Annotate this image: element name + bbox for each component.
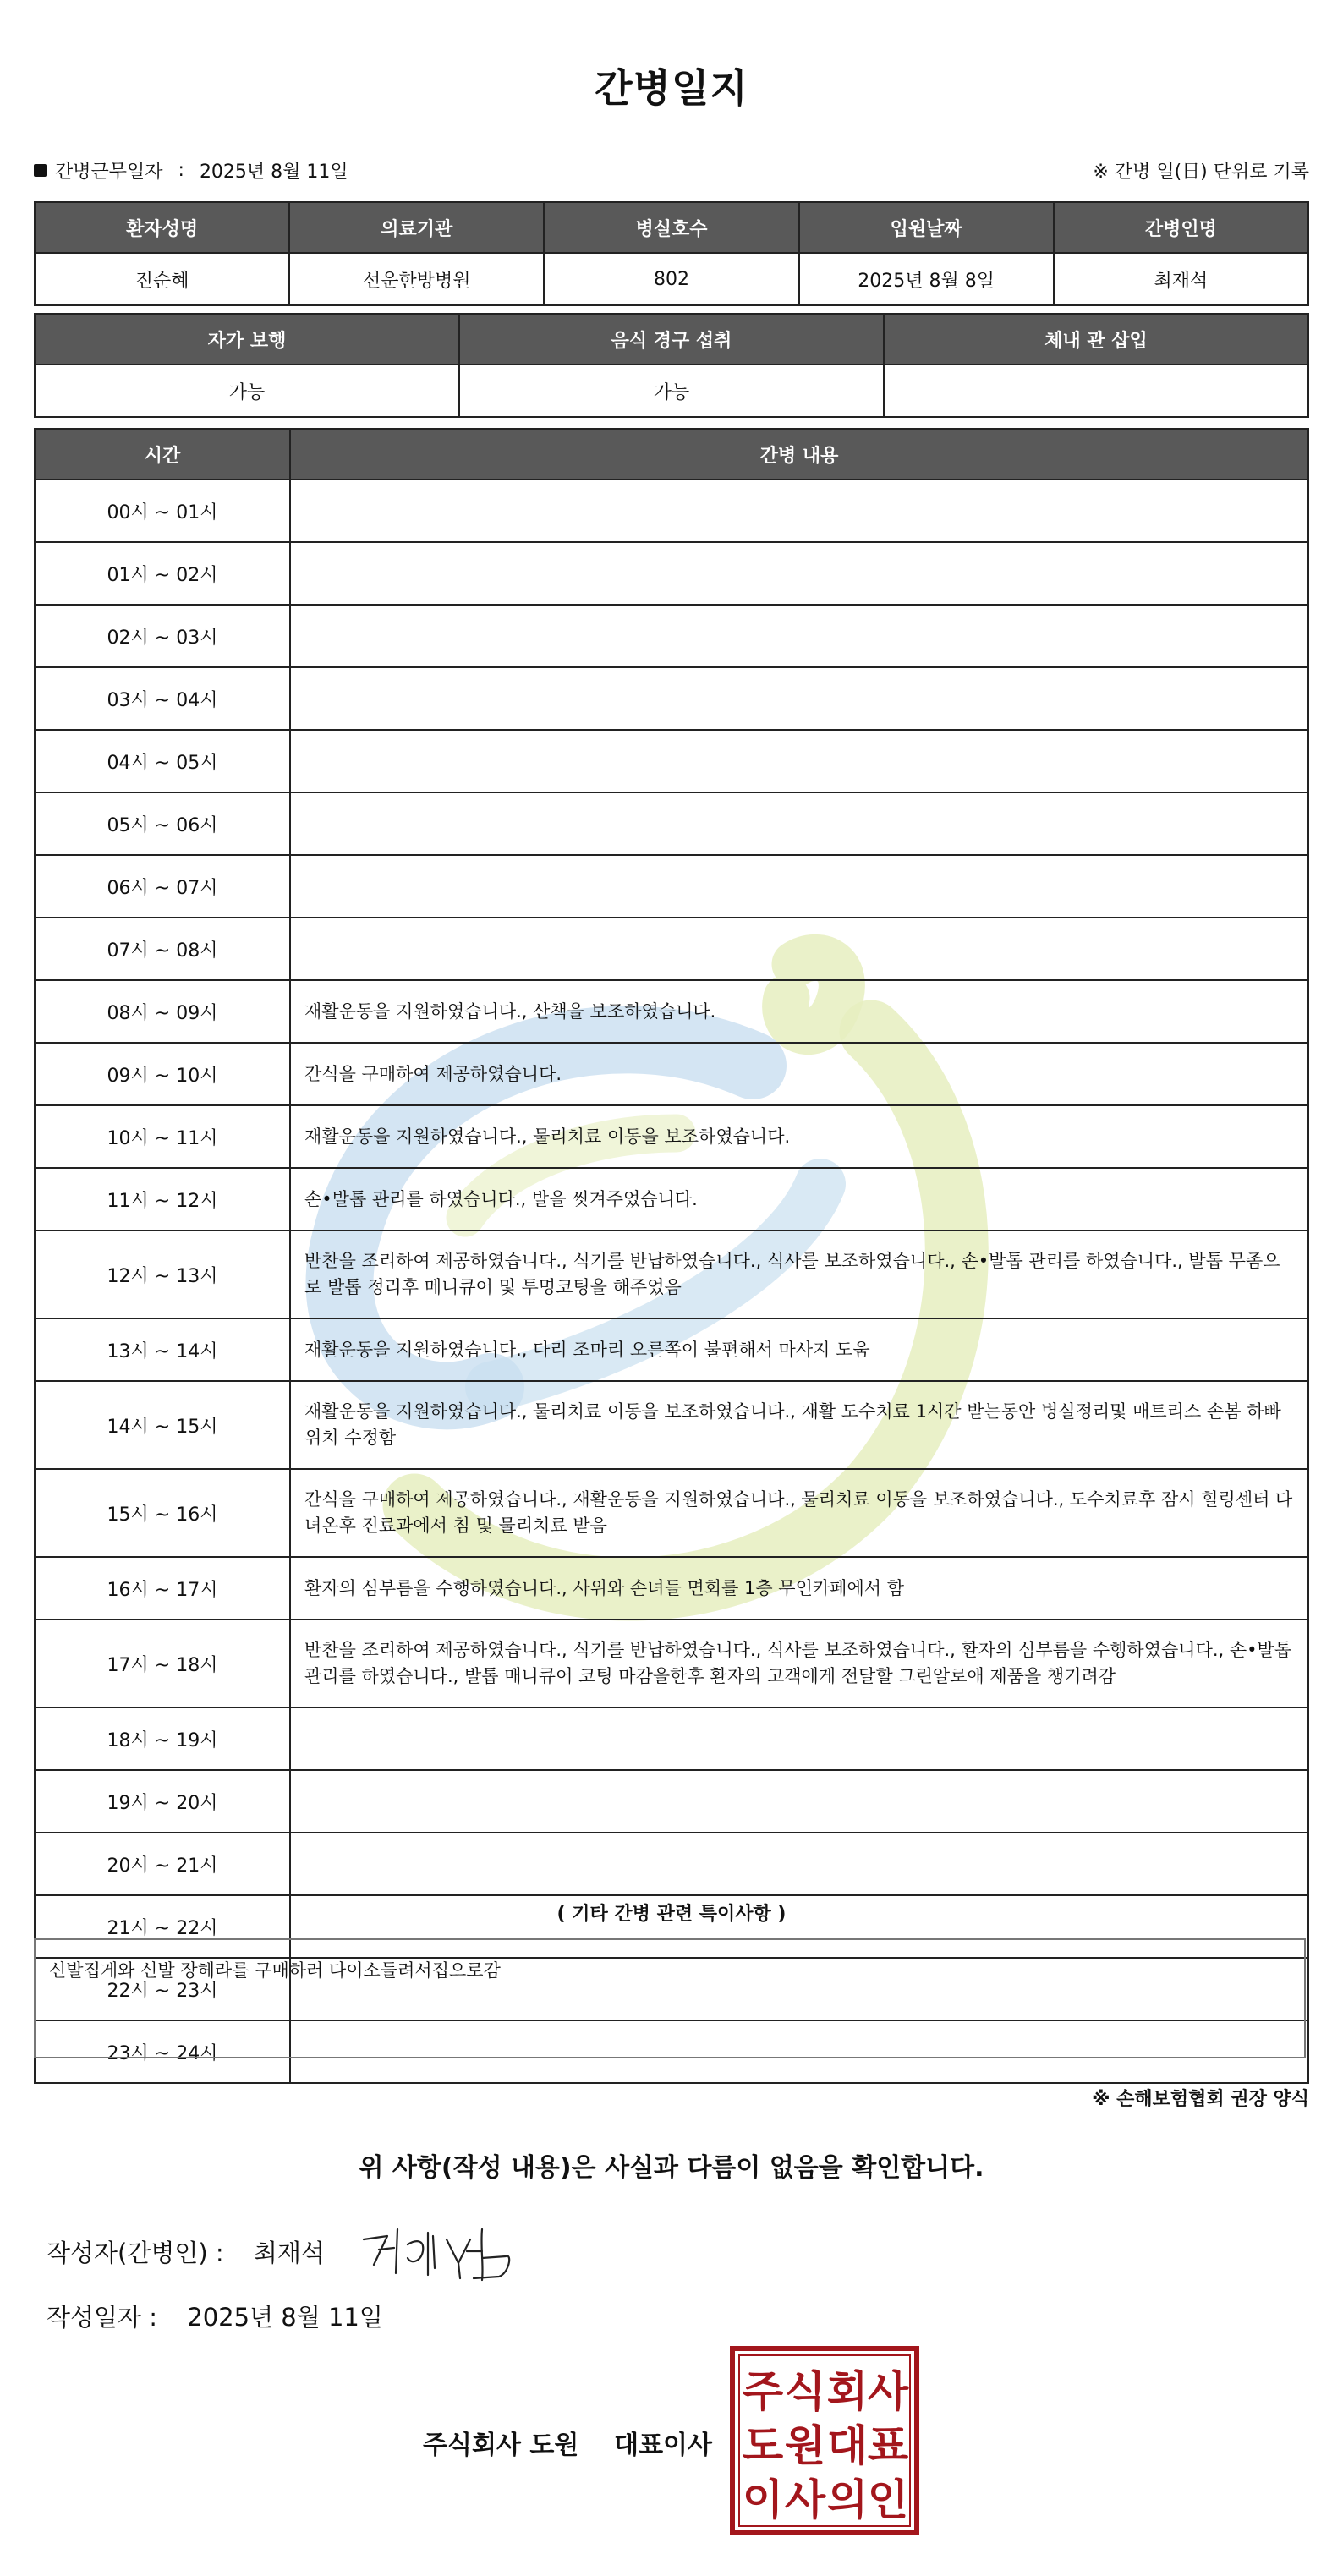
company-name: 주식회사 도원 대표이사 <box>423 2431 713 2460</box>
time-cell: 20시 ~ 21시 <box>35 1833 290 1895</box>
header-time: 시간 <box>35 429 290 480</box>
table-row <box>35 667 1308 730</box>
time-cell: 14시 ~ 15시 <box>35 1381 290 1469</box>
recommend-note: ※ 손해보험협회 권장 양식 <box>1092 2089 1309 2110</box>
time-cell: 18시 ~ 19시 <box>35 1707 290 1770</box>
svg-text:원: 원 <box>784 2421 826 2470</box>
confirm-statement: 위 사항(작성 내용)은 사실과 다름이 없음을 확인합니다. <box>359 2153 984 2183</box>
table-row <box>35 1043 1308 1105</box>
svg-text:주: 주 <box>742 2367 784 2416</box>
table-row <box>35 1620 1308 1707</box>
patient-table <box>34 201 1309 306</box>
time-cell: 08시 ~ 09시 <box>35 980 290 1043</box>
svg-text:대: 대 <box>826 2421 869 2470</box>
time-cell: 21시 ~ 22시 <box>35 1895 290 1958</box>
table-row <box>35 855 1308 918</box>
writer-name: 최재석 <box>253 2239 325 2267</box>
table-row <box>35 1833 1308 1895</box>
time-cell: 11시 ~ 12시 <box>35 1168 290 1230</box>
content-cell <box>290 730 1308 792</box>
table-row <box>35 1557 1308 1620</box>
work-date-line <box>34 157 348 184</box>
table-row <box>35 980 1308 1043</box>
content-cell <box>290 605 1308 667</box>
svg-text:인: 인 <box>867 2475 909 2524</box>
time-cell: 07시 ~ 08시 <box>35 918 290 980</box>
table-row <box>35 1469 1308 1557</box>
svg-text:사: 사 <box>784 2475 826 2524</box>
table-row <box>35 1168 1308 1230</box>
table-row <box>35 1318 1308 1381</box>
header-hospital: 의료기관 <box>289 202 544 253</box>
company-seal-icon <box>729 2345 920 2536</box>
time-cell: 09시 ~ 10시 <box>35 1043 290 1105</box>
time-cell: 17시 ~ 18시 <box>35 1620 290 1707</box>
content-cell: 재활운동을 지원하였습니다., 물리치료 이동을 보조하였습니다. <box>290 1105 1308 1168</box>
date-value: 2025년 8월 11일 <box>187 2303 383 2332</box>
content-cell <box>290 1833 1308 1895</box>
time-cell: 19시 ~ 20시 <box>35 1770 290 1833</box>
svg-text:의: 의 <box>826 2475 869 2524</box>
writer-line <box>47 2234 325 2269</box>
content-cell: 반찬을 조리하여 제공하였습니다., 식기를 반납하였습니다., 식사를 보조하였습니다., 환자의 심부름을 수행하였습니다., 손•발톱 관리를 하였습니다., 발톱 매니큐어 코팅 마감을한후 환자의 고객에게 전달할 그린알로애 제품을 챙기려감 <box>290 1620 1308 1707</box>
notes-text: 신발집게와 신발 장헤라를 구매하러 다이소들려서집으로감 <box>49 1960 501 1981</box>
table-row <box>35 605 1308 667</box>
content-cell <box>290 480 1308 542</box>
time-cell: 22시 ~ 23시 <box>35 1958 290 2020</box>
status-table <box>34 313 1309 418</box>
table-row <box>35 1381 1308 1469</box>
time-cell: 13시 ~ 14시 <box>35 1318 290 1381</box>
time-cell: 15시 ~ 16시 <box>35 1469 290 1557</box>
time-cell: 02시 ~ 03시 <box>35 605 290 667</box>
content-cell: 환자의 심부름을 수행하였습니다., 사위와 손녀들 면회를 1층 무인카페에서 함 <box>290 1557 1308 1620</box>
tube-status <box>884 364 1308 417</box>
content-cell <box>290 667 1308 730</box>
content-cell: 재활운동을 지원하였습니다., 물리치료 이동을 보조하였습니다., 재활 도수치료 1시간 받는동안 병실정리및 매트리스 손봄 하빠 위치 수정함 <box>290 1381 1308 1469</box>
table-row <box>35 730 1308 792</box>
notes-title: ( 기타 간병 관련 특이사항 ) <box>556 1904 787 1925</box>
svg-text:이: 이 <box>742 2475 784 2524</box>
time-cell: 16시 ~ 17시 <box>35 1557 290 1620</box>
content-cell <box>290 792 1308 855</box>
table-row <box>35 1770 1308 1833</box>
date-label: 작성일자 : <box>47 2303 158 2332</box>
table-row <box>35 918 1308 980</box>
table-row <box>35 1105 1308 1168</box>
content-cell <box>290 542 1308 605</box>
table-row <box>35 792 1308 855</box>
content-cell: 재활운동을 지원하였습니다., 산책을 보조하였습니다. <box>290 980 1308 1043</box>
room-number: 802 <box>544 253 798 305</box>
content-cell: 간식을 구매하여 제공하였습니다., 재활운동을 지원하였습니다., 물리치료 이동을 보조하였습니다., 도수치료후 잠시 힐링센터 다녀온후 진료과에서 침 및 물리치료 받음 <box>290 1469 1308 1557</box>
work-date-label: 간병근무일자 <box>55 162 163 183</box>
work-date-value: 2025년 8월 11일 <box>199 162 348 183</box>
header-walking: 자가 보행 <box>35 314 459 364</box>
content-cell: 간식을 구매하여 제공하였습니다. <box>290 1043 1308 1105</box>
table-row <box>35 1707 1308 1770</box>
walking-status: 가능 <box>35 364 459 417</box>
content-cell: 반찬을 조리하여 제공하였습니다., 식기를 반납하였습니다., 식사를 보조하였습니다., 손•발톱 관리를 하였습니다., 발톱 무좀으로 발톱 정리후 메니큐어 및 투명코팅을 해주었음 <box>290 1230 1308 1318</box>
svg-text:표: 표 <box>867 2421 909 2470</box>
time-cell: 04시 ~ 05시 <box>35 730 290 792</box>
header-tube: 체내 관 삽입 <box>884 314 1308 364</box>
header-patient-name: 환자성명 <box>35 202 289 253</box>
content-cell: 재활운동을 지원하였습니다., 다리 조마리 오른쪽이 불편해서 마사지 도움 <box>290 1318 1308 1381</box>
header-admission-date: 입원날짜 <box>799 202 1054 253</box>
notes-box <box>34 1938 1306 2058</box>
content-cell <box>290 1770 1308 1833</box>
content-cell <box>290 918 1308 980</box>
svg-text:사: 사 <box>867 2367 909 2416</box>
svg-text:식: 식 <box>784 2367 826 2416</box>
time-cell: 05시 ~ 06시 <box>35 792 290 855</box>
admission-date: 2025년 8월 8일 <box>799 253 1054 305</box>
care-log-table <box>34 428 1309 2084</box>
time-cell: 06시 ~ 07시 <box>35 855 290 918</box>
unit-note: ※ 간병 일(日) 단위로 기록 <box>1093 162 1309 183</box>
svg-text:회: 회 <box>826 2367 869 2416</box>
time-cell: 00시 ~ 01시 <box>35 480 290 542</box>
time-cell: 12시 ~ 13시 <box>35 1230 290 1318</box>
header-room: 병실호수 <box>544 202 798 253</box>
caregiver-name: 최재석 <box>1054 253 1308 305</box>
patient-name: 진순혜 <box>35 253 289 305</box>
time-cell: 03시 ~ 04시 <box>35 667 290 730</box>
oral-intake-status: 가능 <box>459 364 884 417</box>
date-line <box>47 2299 383 2333</box>
handwritten-signature-icon <box>355 2214 516 2294</box>
svg-text:도: 도 <box>742 2421 784 2470</box>
header-oral-intake: 음식 경구 섭취 <box>459 314 884 364</box>
page-title: 간병일지 <box>595 65 748 111</box>
header-caregiver: 간병인명 <box>1054 202 1308 253</box>
square-bullet-icon <box>34 164 47 177</box>
header-content: 간병 내용 <box>290 429 1308 480</box>
table-row <box>35 480 1308 542</box>
work-date-separator: : <box>178 160 184 181</box>
time-cell: 10시 ~ 11시 <box>35 1105 290 1168</box>
writer-label: 작성자(간병인) : <box>47 2239 224 2267</box>
table-row <box>35 1230 1308 1318</box>
content-cell: 손•발톱 관리를 하였습니다., 발을 씻겨주었습니다. <box>290 1168 1308 1230</box>
table-row <box>35 542 1308 605</box>
content-cell <box>290 1707 1308 1770</box>
time-cell: 23시 ~ 24시 <box>35 2020 290 2083</box>
time-cell: 01시 ~ 02시 <box>35 542 290 605</box>
content-cell <box>290 855 1308 918</box>
hospital-name: 선운한방병원 <box>289 253 544 305</box>
